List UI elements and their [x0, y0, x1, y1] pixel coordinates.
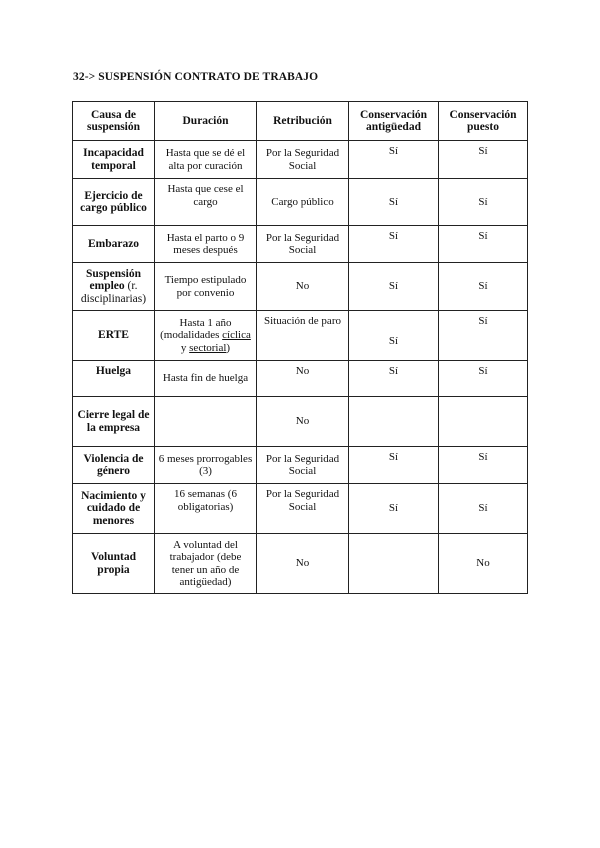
table-row	[73, 447, 528, 484]
duration-underlined-text: sectorial	[189, 341, 227, 354]
cause-bold-text: Suspensión empleo	[86, 267, 141, 293]
cause-cell: Voluntad propia	[73, 534, 155, 594]
duration-cell: Hasta fin de huelga	[155, 361, 257, 397]
cause-cell: Ejercicio de cargo público	[73, 179, 155, 226]
duration-cell	[155, 397, 257, 447]
seniority-cell: Sí	[349, 311, 439, 361]
duration-cell: Hasta que cese el cargo	[155, 179, 257, 226]
table-row	[73, 226, 528, 263]
column-header-cause: Causa de suspensión	[73, 102, 155, 141]
cause-cell: Violencia de género	[73, 447, 155, 484]
seniority-cell: Sí	[349, 484, 439, 534]
duration-underlined-text: cíclica	[222, 329, 251, 342]
pay-cell: Por la Seguridad Social	[257, 226, 349, 263]
position-cell: Sí	[439, 226, 528, 263]
duration-cell: Hasta que se dé el alta por curación	[155, 141, 257, 179]
cause-cell: Cierre legal de la empresa	[73, 397, 155, 447]
seniority-cell	[349, 534, 439, 594]
cause-note-text: (r. disciplinarias)	[80, 280, 147, 305]
pay-cell: Por la Seguridad Social	[257, 447, 349, 484]
position-cell: Sí	[439, 361, 528, 397]
column-header-duration: Duración	[155, 102, 257, 141]
cause-cell: ERTE	[73, 311, 155, 361]
table-row	[73, 179, 528, 226]
cause-cell: Incapacidad temporal	[73, 141, 155, 179]
duration-text: y	[180, 341, 190, 354]
pay-cell: No	[257, 534, 349, 594]
duration-cell: 16 semanas (6 obligatorias)	[155, 484, 257, 534]
cause-cell	[73, 263, 155, 311]
pay-cell: Por la Seguridad Social	[257, 141, 349, 179]
column-header-position: Conservación puesto	[439, 102, 528, 141]
table-row	[73, 484, 528, 534]
column-header-seniority: Conservación antigüedad	[349, 102, 439, 141]
table-row	[73, 263, 528, 311]
duration-cell: Tiempo estipulado por convenio	[155, 263, 257, 311]
seniority-cell: Sí	[349, 263, 439, 311]
pay-cell: No	[257, 263, 349, 311]
table-row	[73, 141, 528, 179]
table-row	[73, 361, 528, 397]
pay-cell: Por la Seguridad Social	[257, 484, 349, 534]
position-cell: Sí	[439, 179, 528, 226]
seniority-cell: Sí	[349, 447, 439, 484]
table-row	[73, 397, 528, 447]
duration-cell: Hasta el parto o 9 meses después	[155, 226, 257, 263]
cause-cell: Nacimiento y cuidado de menores	[73, 484, 155, 534]
position-cell: Sí	[439, 141, 528, 179]
duration-cell: A voluntad del trabajador (debe tener un año de antigüedad)	[155, 534, 257, 594]
suspension-table	[72, 101, 528, 594]
table-row	[73, 311, 528, 361]
duration-cell	[155, 311, 257, 361]
table-row	[73, 534, 528, 594]
pay-cell: No	[257, 397, 349, 447]
page-title: 32-> SUSPENSIÓN CONTRATO DE TRABAJO	[73, 71, 319, 83]
position-cell	[439, 397, 528, 447]
position-cell: Sí	[439, 484, 528, 534]
table-header-row	[73, 102, 528, 141]
cause-cell: Huelga	[73, 361, 155, 397]
pay-cell: No	[257, 361, 349, 397]
duration-text: Hasta 1 año (modalidades	[160, 316, 232, 342]
seniority-cell: Sí	[349, 179, 439, 226]
seniority-cell: Sí	[349, 226, 439, 263]
seniority-cell	[349, 397, 439, 447]
duration-cell: 6 meses prorrogables (3)	[155, 447, 257, 484]
column-header-pay: Retribución	[257, 102, 349, 141]
position-cell: Sí	[439, 263, 528, 311]
position-cell: Sí	[439, 447, 528, 484]
seniority-cell: Sí	[349, 141, 439, 179]
seniority-cell: Sí	[349, 361, 439, 397]
position-cell: No	[439, 534, 528, 594]
cause-cell: Embarazo	[73, 226, 155, 263]
duration-text: )	[226, 341, 231, 354]
pay-cell: Cargo público	[257, 179, 349, 226]
position-cell: Sí	[439, 311, 528, 361]
pay-cell: Situación de paro	[257, 311, 349, 361]
